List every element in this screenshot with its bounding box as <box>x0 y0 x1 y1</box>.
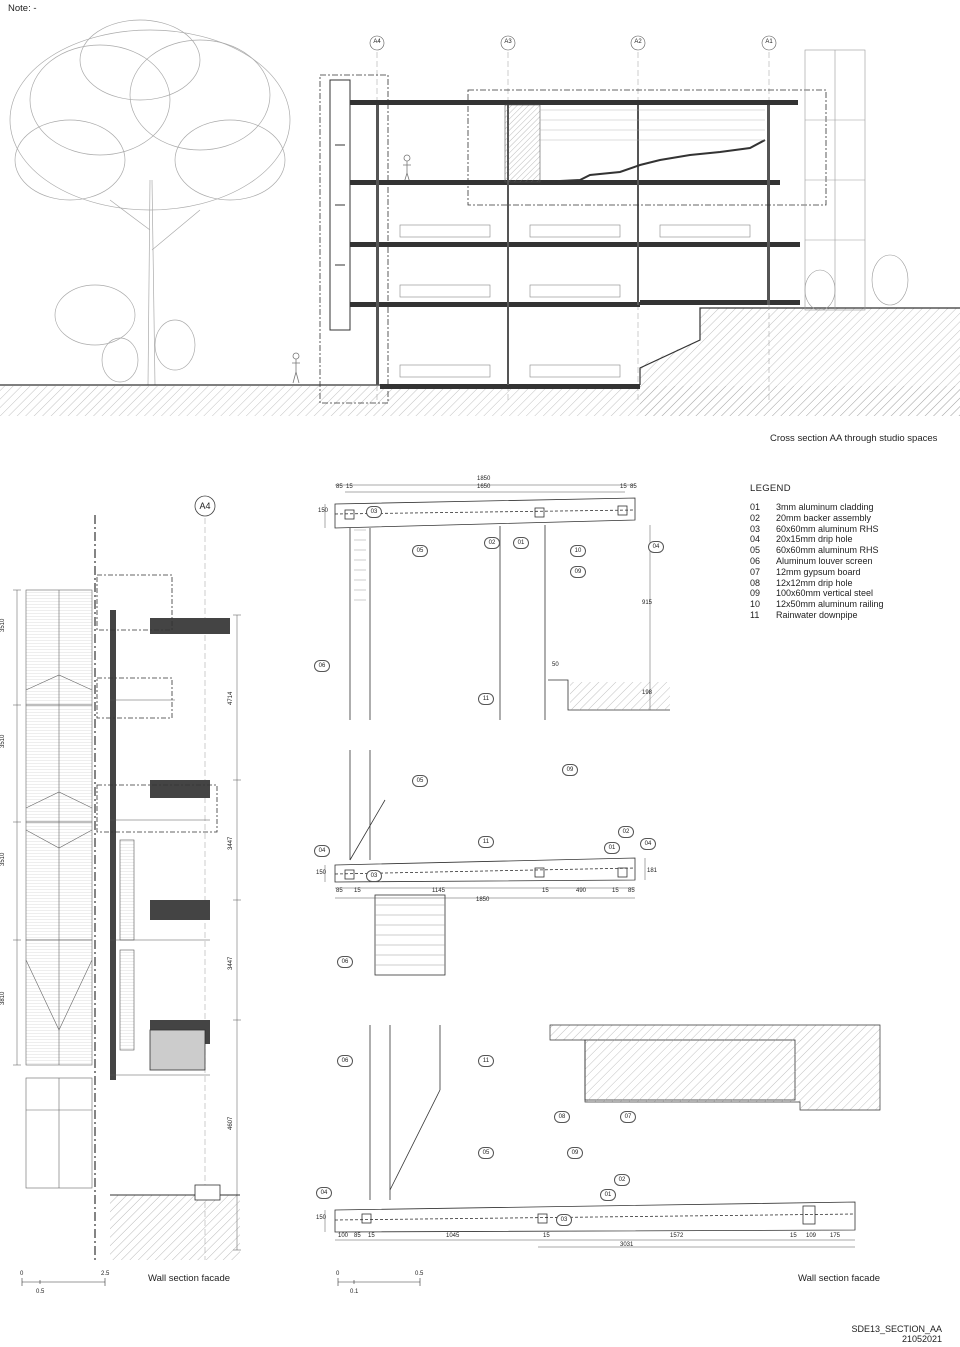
dim-text: 3510 <box>0 852 6 866</box>
legend-item-number: 06 <box>750 555 761 566</box>
legend-item-number: 07 <box>750 566 761 577</box>
scale-tick-label: 0 <box>20 1271 24 1277</box>
detail-tag: 11 <box>478 836 494 848</box>
dim-text: 181 <box>647 868 658 874</box>
detail-tag: 03 <box>366 506 382 518</box>
detail-tag: 03 <box>366 870 382 882</box>
legend-item-number: 11 <box>750 609 760 620</box>
dim-text: 1145 <box>432 888 445 894</box>
dim-text: 1650 <box>477 484 491 490</box>
grid-label-a4: A4 <box>373 39 381 45</box>
dim-text: 85 <box>628 888 635 894</box>
dim-text: 4714 <box>228 691 234 705</box>
legend-item <box>750 599 950 610</box>
legend-item <box>750 567 950 578</box>
legend-item <box>750 534 950 545</box>
detail-tag: 01 <box>600 1189 616 1201</box>
legend-item-number: 03 <box>750 523 761 534</box>
detail-tag: 05 <box>412 545 428 557</box>
dim-text: 85 <box>336 484 343 490</box>
dim-text: 50 <box>552 662 559 668</box>
scale-tick-label: 0 <box>336 1271 340 1277</box>
grid-label-a1: A1 <box>765 39 773 45</box>
detail-tag: 05 <box>478 1147 494 1159</box>
legend-item-text: 60x60mm aluminum RHS <box>776 545 879 556</box>
detail-section-caption: Wall section facade <box>798 1273 881 1284</box>
legend-item <box>750 588 950 599</box>
scale-tick-label: 0.5 <box>36 1289 45 1295</box>
dim-text: 15 <box>368 1233 375 1239</box>
dim-text: 1850 <box>476 897 490 903</box>
detail-tag: 04 <box>316 1187 332 1199</box>
legend-item-number: 04 <box>750 534 761 545</box>
dim-text: 3510 <box>0 734 6 748</box>
detail-tag: 08 <box>554 1111 570 1123</box>
wall-section-caption: Wall section facade <box>148 1273 231 1284</box>
dim-text: 85 <box>354 1233 361 1239</box>
dim-text: 85 <box>630 484 637 490</box>
detail-tag: 01 <box>513 537 529 549</box>
wall-grid-label: A4 <box>199 501 211 511</box>
legend-item-number: 10 <box>750 599 761 610</box>
detail-tag: 06 <box>314 660 330 672</box>
dim-text: 3510 <box>0 618 6 632</box>
dim-text: 150 <box>318 508 329 514</box>
dim-text: 490 <box>576 888 587 894</box>
legend-item <box>750 556 950 567</box>
dim-text: 4607 <box>228 1116 234 1130</box>
legend-item-number: 09 <box>750 588 761 599</box>
detail-tag: 01 <box>604 842 620 854</box>
detail-tag: 02 <box>484 537 500 549</box>
cross-section-drawing <box>0 0 960 430</box>
legend-item <box>750 502 950 513</box>
dim-text: 15 <box>354 888 361 894</box>
legend-item-text: 3mm aluminum cladding <box>776 502 874 512</box>
dim-text: 100 <box>338 1233 349 1239</box>
note-label: Note: - <box>8 3 37 14</box>
legend-item-number: 02 <box>750 512 761 523</box>
dim-text: 85 <box>336 888 343 894</box>
wall-section-drawing <box>0 490 300 1300</box>
detail-tag: 06 <box>337 956 353 968</box>
legend-title: LEGEND <box>750 483 791 494</box>
legend-item-number: 05 <box>750 545 761 556</box>
sheet-code: SDE13_SECTION_AA <box>851 1324 942 1334</box>
dim-text: 3447 <box>228 836 234 850</box>
dim-text: 3031 <box>620 1242 634 1248</box>
detail-tag: 09 <box>567 1147 583 1159</box>
dim-text: 150 <box>316 1215 327 1221</box>
legend-item-text: 20mm backer assembly <box>776 512 872 523</box>
detail-tag: 04 <box>648 541 664 553</box>
detail-tag: 05 <box>412 775 428 787</box>
detail-tag: 02 <box>618 826 634 838</box>
detail-tag: 07 <box>620 1111 636 1123</box>
dim-text: 1572 <box>670 1233 684 1239</box>
dim-text: 915 <box>642 600 653 606</box>
legend-item <box>750 578 950 589</box>
detail-tag: 03 <box>556 1214 572 1226</box>
detail-tag: 06 <box>337 1055 353 1067</box>
legend-item-text: 12x50mm aluminum railing <box>776 599 884 610</box>
legend-item-number: 08 <box>750 577 761 588</box>
person-figure <box>292 155 411 383</box>
detail-tag: 11 <box>478 1055 494 1067</box>
legend-item-text: 12mm gypsum board <box>776 566 861 577</box>
legend-item-text: 100x60mm vertical steel <box>776 588 874 599</box>
scale-tick-label: 0.1 <box>350 1289 359 1295</box>
detail-tag: 04 <box>640 838 656 850</box>
legend-item <box>750 545 950 556</box>
detail-tag: 09 <box>570 566 586 578</box>
dim-text: 198 <box>642 690 653 696</box>
legend-item-number: 01 <box>750 502 761 512</box>
dim-text: 1045 <box>446 1233 460 1239</box>
dim-text: 15 <box>790 1233 797 1239</box>
scale-tick-label: 0.5 <box>415 1271 424 1277</box>
dim-text: 15 <box>612 888 619 894</box>
dim-text: 3447 <box>228 956 234 970</box>
dim-text: 15 <box>620 484 627 490</box>
legend-item-text: 20x15mm drip hole <box>776 534 853 545</box>
detail-tag: 02 <box>614 1174 630 1186</box>
dim-text: 1850 <box>477 476 491 482</box>
legend-item <box>750 610 950 621</box>
legend-item-text: Aluminum louver screen <box>776 555 873 566</box>
detail-tag: 04 <box>314 845 330 857</box>
legend-item <box>750 513 950 524</box>
dim-text: 15 <box>346 484 353 490</box>
dim-text: 15 <box>543 1233 550 1239</box>
legend-item <box>750 524 950 535</box>
grid-label-a2: A2 <box>634 39 642 45</box>
legend-item-text: 12x12mm drip hole <box>776 577 853 588</box>
sheet-info <box>820 1324 942 1344</box>
sheet-date: 21052021 <box>901 1334 942 1344</box>
legend-item-text: Rainwater downpipe <box>776 609 858 620</box>
dim-text: 175 <box>830 1233 841 1239</box>
dim-text: 150 <box>316 870 327 876</box>
dim-text: 3810 <box>0 991 6 1005</box>
grid-label-a3: A3 <box>504 39 512 45</box>
detail-tag: 09 <box>562 764 578 776</box>
cross-section-caption: Cross section AA through studio spaces <box>770 433 938 444</box>
tree-illustration <box>10 20 290 385</box>
dim-text: 15 <box>542 888 549 894</box>
legend <box>750 483 950 621</box>
detail-tag: 11 <box>478 693 494 705</box>
scale-tick-label: 2.5 <box>101 1271 110 1277</box>
detail-tag: 10 <box>570 545 586 557</box>
dim-text: 109 <box>806 1233 817 1239</box>
legend-item-text: 60x60mm aluminum RHS <box>776 523 879 534</box>
